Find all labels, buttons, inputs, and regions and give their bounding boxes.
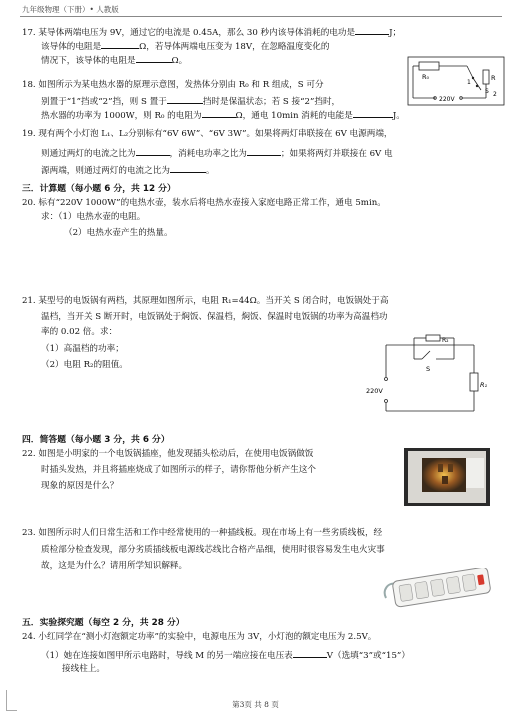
r1-label: R₁ [480, 381, 488, 389]
q22-line3 [41, 481, 118, 492]
q19-text1: 19. 现有两个小灯泡 L₁、L₂分别标有“6V 6W”、“6V 3W”。如果将两灯串联接在 6V 电源两端， [22, 129, 393, 139]
r-resistor [483, 70, 489, 84]
q19-line2 [41, 146, 393, 160]
switch-pos2-label: 2 [493, 91, 497, 98]
q18-line3 [41, 108, 405, 122]
q19-blank2 [247, 146, 281, 156]
q19-text2b: ，消耗电功率之比为 [169, 149, 247, 159]
q17-line2 [41, 39, 329, 53]
q24-blank1 [293, 648, 327, 658]
q21-text3: 率的 0.02 倍。求： [41, 327, 118, 337]
switch-s [473, 78, 481, 90]
q19-text2c: ；如果将两灯并联接在 6V 电 [280, 149, 393, 159]
q21-line1 [22, 296, 388, 307]
q24-text3: 接线柱上。 [62, 664, 105, 674]
r2-resistor [426, 335, 440, 341]
q18-blank1 [167, 94, 203, 104]
q20-line1 [22, 198, 386, 209]
q19-line3 [41, 163, 215, 177]
q22-text2: 时插头发热，并且将插座烧成了如图所示的样子，请你帮他分析产生这个 [41, 465, 317, 475]
r-label: R [491, 74, 496, 82]
q22-text1: 22. 如图是小明家的一个电饭锅插座，他发现插头松动后，在使用电饭锅做饭 [22, 449, 314, 459]
q21-line4 [41, 344, 124, 355]
q21-text4: （1）高温档的功率； [41, 344, 124, 354]
q18-text3b: Ω，通电 10min 消耗的电能是 [235, 111, 353, 121]
q17-text1: 17. 某导体两端电压为 9V，通过它的电流是 0.45A，那么 30 秒内该导体消耗的电功是 [22, 28, 356, 38]
q18-blank3 [353, 108, 393, 118]
q24-text2a: （1）她在连接如图甲所示电路时，导线 M 的另一端应接在电压表 [41, 651, 293, 661]
q17-text3b: Ω。 [171, 56, 188, 66]
q20-text3: （2）电热水壶产生的热量。 [64, 228, 173, 238]
q19-blank1 [136, 146, 170, 156]
q17-blank3 [136, 53, 172, 63]
q24-line2 [41, 648, 410, 662]
q23-line2 [41, 545, 385, 556]
r1-resistor [470, 373, 478, 391]
q21-text2: 温档，当开关 S 断开时，电饭锅处于焖饭、保温档，焖饭、保温时电饭锅的功率为高温档功 [41, 312, 388, 322]
r0-resistor [419, 62, 439, 70]
q21-text5: （2）电阻 R₂的阻值。 [41, 360, 128, 370]
q24-line3 [62, 664, 105, 675]
q18-text2b: 挡时是保温状态；若 S 接“2”挡时， [202, 97, 341, 107]
q21-switch-label: S [426, 365, 431, 373]
burnt-socket-photo [404, 448, 490, 506]
q17-line3 [41, 53, 187, 67]
q21-voltage-label: 220V [366, 387, 383, 395]
r2-label: R₂ [442, 337, 449, 344]
q18-text2a: 别置于“1”挡或“2”挡，则 S 置于 [41, 97, 167, 107]
q24-text1: 24. 小红同学在“测小灯泡额定功率”的实验中，电源电压为 3V，小灯泡的额定电压为 2.5V。 [22, 632, 377, 642]
q20-line3 [64, 228, 173, 239]
q17-text3a: 情况下，该导体的电阻是 [41, 56, 136, 66]
q20-text2: 求：（1）电热水壶的电阻。 [41, 212, 146, 222]
q18-blank2 [202, 108, 236, 118]
page-footer: 第3页 共 8 页 [232, 700, 279, 709]
q19-line1 [22, 129, 393, 140]
q21-line3 [41, 327, 117, 338]
q18-circuit-diagram [407, 56, 505, 106]
switch-s [422, 351, 430, 359]
q23-text1: 23. 如图所示时人们日常生活和工作中经常使用的一种插线板。现在市场上有一些劣质线板，经 [22, 528, 383, 538]
q24-text2b: V（选填“3”或“15”） [326, 651, 410, 661]
page-header: 九年级物理（下册）• 人教版 [22, 5, 119, 14]
q17-text2a: 该导体的电阻是 [41, 42, 102, 52]
q23-text3: 故，这是为什么？请用所学知识解释。 [41, 561, 188, 571]
q17-blank2 [101, 39, 139, 49]
q23-text2: 质检部分检查发现，部分劣质插线板电源线芯线比合格产品细，使用时很容易发生电火灾事 [41, 545, 385, 555]
q18-text3c: J。 [392, 111, 405, 121]
header-rule [20, 16, 502, 17]
q19-text3b: 。 [205, 166, 215, 176]
q21-line5 [41, 360, 128, 371]
q18-line2 [41, 94, 340, 108]
switch-s-label: S [485, 88, 489, 95]
q21-line2 [41, 312, 388, 323]
q23-line1 [22, 528, 382, 539]
q19-text2a: 则通过两灯的电流之比为 [41, 149, 136, 159]
q18-line1 [22, 80, 324, 91]
q20-line2 [41, 212, 145, 223]
q23-line3 [41, 561, 187, 572]
power-strip-photo [382, 568, 494, 610]
r0-label: R₀ [422, 73, 430, 81]
q18-text3a: 热水器的功率为 1000W，则 R₀ 的电阻为 [41, 111, 202, 121]
q21-circuit-diagram [364, 333, 494, 417]
q19-text3a: 源两端，则通过两灯的电流之比为 [41, 166, 170, 176]
q22-line2 [41, 465, 316, 476]
q17-blank1 [355, 25, 389, 35]
section-4-title: 四．简答题（每小题 3 分，共 6 分） [22, 435, 170, 445]
q22-line1 [22, 449, 313, 460]
q17-line1 [22, 25, 401, 39]
q19-blank3 [170, 163, 206, 173]
q18-voltage-label: 220V [439, 96, 455, 103]
switch-pos1-label: 1 [467, 79, 471, 86]
q20-text1: 20. 标有“220V 1000W”的电热水壶，装水后将电热水壶接入家庭电路正常工作，通电 5min。 [22, 198, 386, 208]
q21-text1: 21. 某型号的电饭锅有两档，其原理如图所示，电阻 R₁=44Ω。当开关 S 闭合时，电饭锅处于高 [22, 296, 389, 306]
q17-unit1: J； [389, 28, 402, 38]
q22-text3: 现象的原因是什么？ [41, 481, 119, 491]
q18-text1: 18. 如图所示为某电热水器的原理示意图，发热体分别由 R₀ 和 R 组成，S 可分 [22, 80, 324, 90]
q17-text2b: Ω，若导体两端电压变为 18V，在忽略温度变化的 [139, 42, 330, 52]
section-3-title: 三．计算题（每小题 6 分，共 12 分） [22, 184, 176, 194]
q24-line1 [22, 632, 376, 643]
section-5-title: 五．实验探究题（每空 2 分，共 28 分） [22, 618, 185, 628]
